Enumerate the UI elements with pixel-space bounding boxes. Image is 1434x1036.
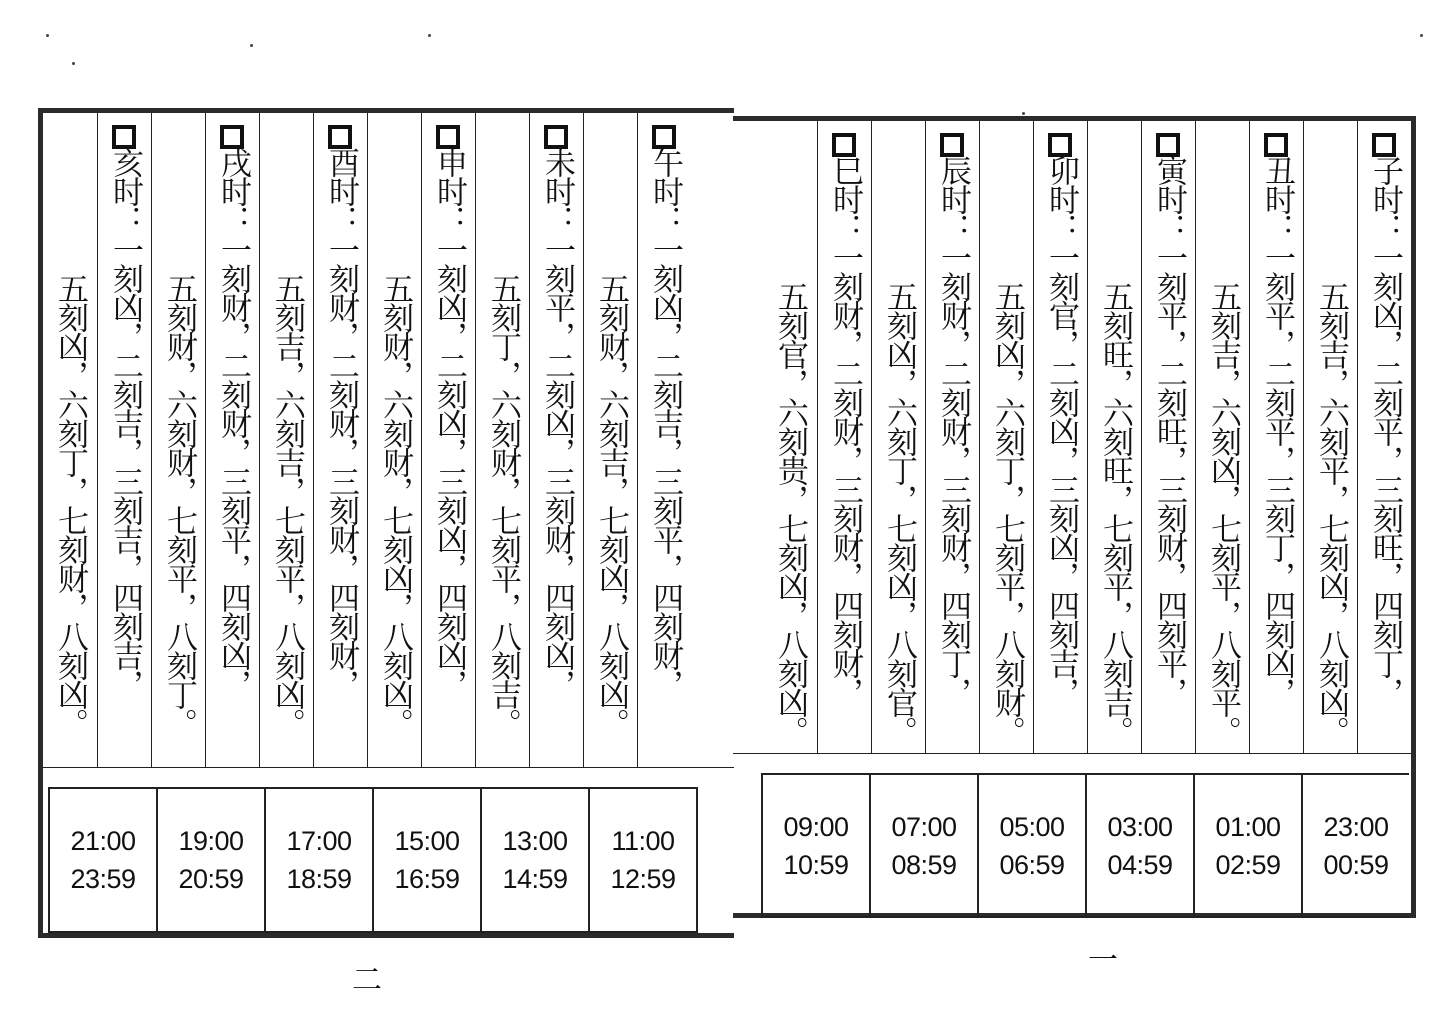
column-text: 子时：一刻凶，二刻平，三刻旺，四刻丁， [1367, 155, 1403, 706]
column-hour-wu [637, 113, 691, 767]
column-hour-si [817, 121, 871, 753]
time-range-cell [588, 789, 696, 931]
column-text: 戌时：一刻财，二刻财，三刻平，四刻凶， [215, 147, 251, 698]
time-start: 01:00 [1215, 811, 1281, 842]
column-text: 五刻丁，六刻财，七刻平，八刻吉。 [485, 273, 521, 737]
scan-speck [428, 34, 431, 37]
time-end: 20:59 [178, 864, 244, 894]
time-start: 03:00 [1107, 811, 1173, 842]
column-detail [259, 113, 313, 767]
column-hour-xu [205, 113, 259, 767]
column-hour-yin [1141, 121, 1195, 753]
column-detail [43, 113, 97, 767]
time-range-cell [977, 775, 1085, 916]
time-end: 23:59 [70, 864, 136, 894]
square-marker-icon [436, 125, 460, 149]
column-text: 五刻官，六刻贵，七刻凶，八刻凶。 [772, 281, 808, 745]
column-hour-shen [421, 113, 475, 767]
time-end: 06:59 [999, 849, 1065, 880]
time-start: 23:00 [1323, 811, 1389, 842]
scan-speck [46, 34, 49, 37]
column-text: 辰时：一刻财，二刻财，三刻财，四刻丁， [935, 155, 971, 706]
column-text: 酉时：一刻财，二刻财，三刻财，四刻财， [323, 147, 359, 698]
column-text: 五刻凶，六刻丁，七刻凶，八刻官。 [881, 281, 917, 745]
time-range-cell [480, 789, 588, 931]
scan-speck [1022, 112, 1025, 115]
column-text: 五刻财，六刻财，七刻凶，八刻凶。 [377, 273, 413, 737]
column-detail [979, 121, 1033, 753]
column-detail [1195, 121, 1249, 753]
column-detail [475, 113, 529, 767]
divider [43, 767, 734, 768]
page-number-right: 一 [1088, 943, 1118, 978]
time-start: 15:00 [394, 826, 460, 856]
time-end: 08:59 [891, 849, 957, 880]
left-page [38, 108, 734, 938]
column-text: 五刻吉，六刻凶，七刻平，八刻平。 [1205, 281, 1241, 745]
column-hour-chen [925, 121, 979, 753]
column-text: 五刻旺，六刻旺，七刻平，八刻吉。 [1097, 281, 1133, 745]
time-start: 09:00 [783, 811, 849, 842]
time-range-cell [156, 789, 264, 931]
time-end: 14:59 [502, 864, 568, 894]
time-range-cell [1085, 775, 1193, 916]
column-text: 五刻凶，六刻丁，七刻平，八刻财。 [989, 281, 1025, 745]
column-detail [583, 113, 637, 767]
time-end: 04:59 [1107, 849, 1173, 880]
time-start: 07:00 [891, 811, 957, 842]
right-time-table [761, 773, 1409, 918]
time-end: 16:59 [394, 864, 460, 894]
column-detail [1087, 121, 1141, 753]
time-start: 13:00 [502, 826, 568, 856]
time-range-cell [763, 775, 869, 916]
time-range-cell [869, 775, 977, 916]
column-text: 申时：一刻凶，二刻凶，三刻凶，四刻凶， [431, 147, 467, 698]
time-range-cell [50, 789, 156, 931]
left-columns [43, 113, 734, 767]
column-hour-chou [1249, 121, 1303, 753]
time-end: 12:59 [610, 864, 676, 894]
column-text: 五刻吉，六刻吉，七刻平，八刻凶。 [269, 273, 305, 737]
time-range-cell [372, 789, 480, 931]
time-start: 19:00 [178, 826, 244, 856]
column-hour-you [313, 113, 367, 767]
time-start: 21:00 [70, 826, 136, 856]
column-hour-mao [1033, 121, 1087, 753]
column-hour-wei [529, 113, 583, 767]
square-marker-icon [1156, 133, 1180, 157]
right-columns [733, 121, 1411, 753]
square-marker-icon [1372, 133, 1396, 157]
column-text: 五刻吉，六刻平，七刻凶，八刻凶。 [1313, 281, 1349, 745]
time-start: 11:00 [611, 826, 675, 856]
column-text: 五刻财，六刻财，七刻平，八刻丁。 [161, 273, 197, 737]
scan-speck [1420, 34, 1423, 37]
column-text: 五刻财，六刻吉，七刻凶，八刻凶。 [593, 273, 629, 737]
column-detail [1303, 121, 1357, 753]
square-marker-icon [220, 125, 244, 149]
time-range-cell [264, 789, 372, 931]
page-number-left: 二 [352, 963, 382, 998]
right-page [733, 116, 1416, 918]
square-marker-icon [1048, 133, 1072, 157]
divider [733, 753, 1411, 754]
time-end: 02:59 [1215, 849, 1281, 880]
square-marker-icon [112, 125, 136, 149]
time-end: 10:59 [783, 849, 849, 880]
column-text: 卯时：一刻官，二刻凶，三刻凶，四刻吉， [1043, 155, 1079, 706]
time-range-cell [1301, 775, 1409, 916]
time-range-cell [1193, 775, 1301, 916]
time-end: 00:59 [1323, 849, 1389, 880]
column-detail [151, 113, 205, 767]
column-hour-zi [1357, 121, 1411, 753]
left-time-table [48, 787, 698, 933]
square-marker-icon [652, 125, 676, 149]
square-marker-icon [1264, 133, 1288, 157]
column-text: 未时：一刻平，二刻凶，三刻财，四刻凶， [539, 147, 575, 698]
square-marker-icon [940, 133, 964, 157]
column-detail [367, 113, 421, 767]
column-text: 寅时：一刻平，二刻旺，三刻财，四刻平， [1151, 155, 1187, 706]
time-start: 17:00 [286, 826, 352, 856]
square-marker-icon [544, 125, 568, 149]
time-end: 18:59 [286, 864, 352, 894]
square-marker-icon [328, 125, 352, 149]
square-marker-icon [832, 133, 856, 157]
column-text: 亥时：一刻凶，二刻吉，三刻吉，四刻吉， [107, 147, 143, 698]
column-detail [871, 121, 925, 753]
column-hour-hai [97, 113, 151, 767]
scan-speck [250, 44, 253, 47]
column-text: 丑时：一刻平，二刻平，三刻丁，四刻凶， [1259, 155, 1295, 706]
column-text: 巳时：一刻财，二刻财，三刻财，四刻财， [827, 155, 863, 706]
column-detail [763, 121, 817, 753]
scan-speck [72, 62, 75, 65]
time-start: 05:00 [999, 811, 1065, 842]
column-text: 午时：一刻凶，二刻吉，三刻平，四刻财， [647, 147, 683, 698]
column-text: 五刻凶，六刻丁，七刻财，八刻凶。 [52, 273, 88, 737]
